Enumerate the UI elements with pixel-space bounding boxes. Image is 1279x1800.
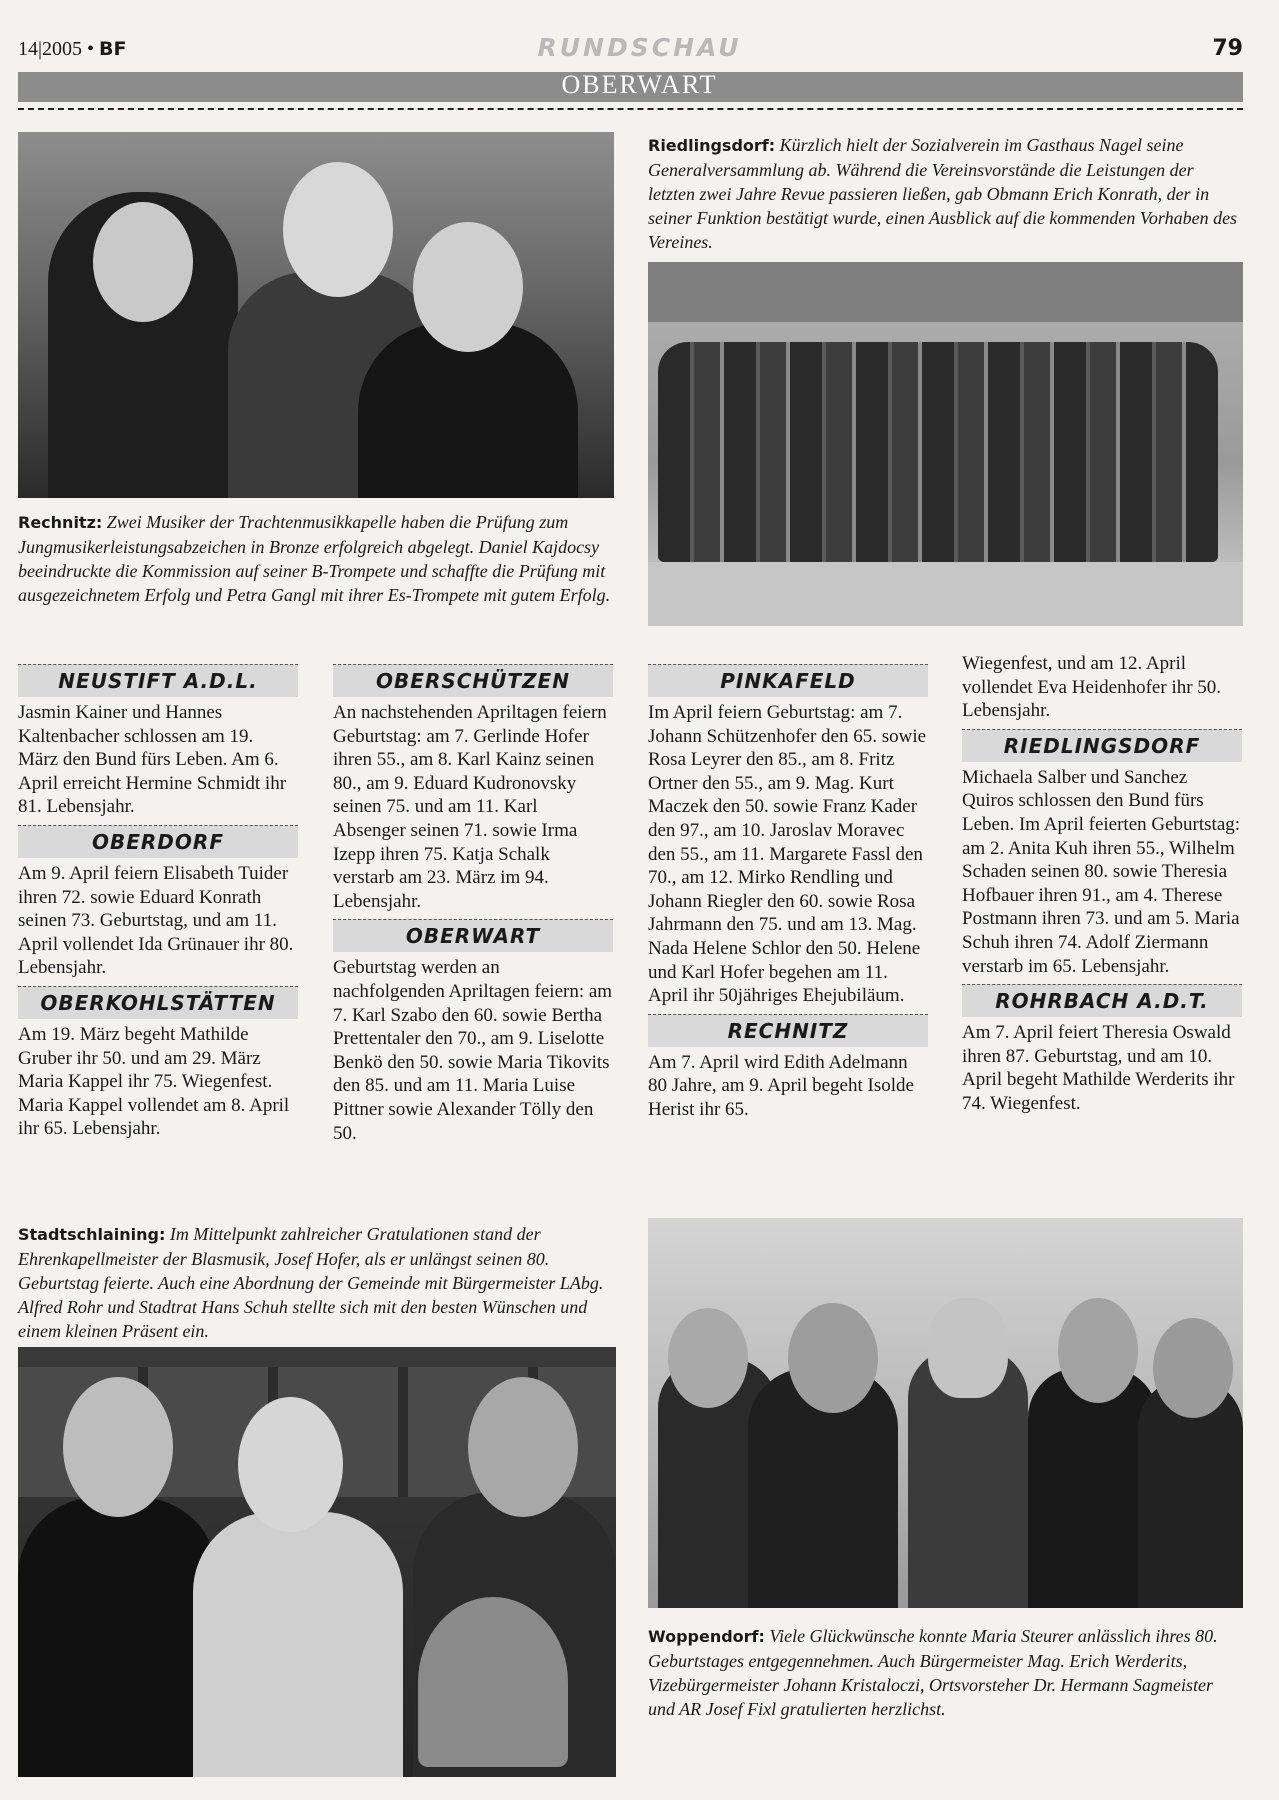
section-body-rohrbach: Am 7. April feiert Theresia Oswald ihren 87. Geburtstag, und am 10. April begeht Mathilde Werderits ihr 74. Wiegenfest. bbox=[962, 1022, 1235, 1114]
section-heading-riedlingsdorf: RIEDLINGSDORF bbox=[962, 729, 1242, 762]
section-heading-neustift: NEUSTIFT A.D.L. bbox=[18, 664, 298, 697]
caption-text: Kürzlich hielt der Sozialverein im Gasthaus Nagel seine Generalversammlung ab. Während die Vereinsvorstände die Leistungen der letzten zwei Jahre Revue passieren ließen, gab Obmann Erich Konrath, der in seiner Funktion bestätigt wurde, einen Ausblick auf die kommenden Vorhaben des Vereines. bbox=[648, 135, 1238, 252]
caption-woppendorf bbox=[648, 1624, 1243, 1721]
section-body-continued: Wiegenfest, und am 12. April vollendet Eva Heidenhofer ihr 50. Lebensjahr. bbox=[962, 653, 1222, 722]
section-body-riedlingsdorf: Michaela Salber und Sanchez Quiros schlossen den Bund fürs Leben. Im April feierten Geburtstag: am 2. Anita Kuh ihren 55., Wilhelm Schaden seinen 80. sowie Theresia Hofbauer ihren 91., am 4. Therese Postmann ihren 73. und am 5. Maria Schuh ihren 74. Adolf Ziermann verstarb im 65. Lebensjahr. bbox=[962, 766, 1241, 977]
section-heading-oberdorf: OBERDORF bbox=[18, 825, 298, 858]
photo-rechnitz-musicians bbox=[18, 132, 614, 498]
section-title: RUNDSCHAU bbox=[537, 33, 742, 62]
section-heading-rohrbach: ROHRBACH A.D.T. bbox=[962, 984, 1242, 1017]
header-divider bbox=[18, 108, 1243, 110]
photo-stadtschlaining-birthday bbox=[18, 1347, 616, 1777]
issue-info: 14|2005 • BF bbox=[18, 38, 127, 60]
publication-name: BF bbox=[99, 38, 127, 60]
region-title: OBERWART bbox=[561, 70, 718, 99]
section-body-oberdorf: Am 9. April feiern Elisabeth Tuider ihren 72. sowie Eduard Konrath seinen 73. Geburtstag, und am 11. April vollendet Ida Grünauer ihr 80. Lebensjahr. bbox=[18, 862, 294, 979]
caption-place: Rechnitz: bbox=[18, 513, 103, 532]
section-heading-oberwart: OBERWART bbox=[333, 919, 613, 952]
caption-text: Viele Glückwünsche konnte Maria Steurer anlässlich ihres 80. Geburtstages entgegennehmen. Auch Bürgermeister Mag. Erich Werderits, Vizebürgermeister Johann Kristaloczi, Ortsvorsteher Dr. Hermann Sagmeister und AR Josef Fixl gratulierten herzlichst. bbox=[648, 1626, 1218, 1719]
section-body-oberwart: Geburtstag werden an nachfolgenden Apriltagen feiern: am 7. Karl Szabo den 60. sowie Bertha Prettentaler den 70., am 9. Liselotte Benkö den 50. sowie Maria Tikovits den 85. und am 11. Maria Luise Pittner sowie Alexander Tölly den 50. bbox=[333, 957, 613, 1144]
column-4 bbox=[962, 652, 1242, 1122]
section-heading-rechnitz: RECHNITZ bbox=[648, 1014, 928, 1047]
photo-woppendorf-birthday bbox=[648, 1218, 1243, 1608]
caption-place: Stadtschlaining: bbox=[18, 1225, 166, 1244]
caption-place: Riedlingsdorf: bbox=[648, 136, 776, 155]
section-body-oberkohlstaetten: Am 19. März begeht Mathilde Gruber ihr 50. und am 29. März Maria Kappel ihr 75. Wiegenfest. Maria Kappel vollendet am 8. April ihr 65. Lebensjahr. bbox=[18, 1023, 290, 1140]
caption-rechnitz bbox=[18, 510, 614, 607]
issue-number: 14|2005 bbox=[18, 38, 83, 60]
column-1 bbox=[18, 664, 298, 1147]
section-body-neustift: Jasmin Kainer und Hannes Kaltenbacher schlossen am 19. März den Bund fürs Leben. Am 6. April erreicht Hermine Schmidt ihr 81. Lebensjahr. bbox=[18, 702, 287, 818]
photo-riedlingsdorf-group bbox=[648, 262, 1243, 626]
column-3 bbox=[648, 664, 928, 1128]
column-2 bbox=[333, 664, 613, 1151]
section-heading-oberkohlstaetten: OBERKOHLSTÄTTEN bbox=[18, 986, 298, 1019]
section-body-pinkafeld: Im April feiern Geburtstag: am 7. Johann Schützenhofer den 65. sowie Rosa Leyrer den 85., am 8. Fritz Ortner den 55., am 9. Mag. Kurt Maczek den 50. sowie Franz Kader den 97., am 10. Jaroslav Moravec den 55., am 11. Margarete Fassl den 70., am 12. Mirko Rendling und Johann Riegler den 60. sowie Rosa Jahrmann den 75. und am 13. Mag. Nada Helene Schlor den 50. Helene und Karl Hofer begehen am 11. April ihr 50jähriges Ehejubiläum. bbox=[648, 702, 927, 1007]
section-body-oberschuetzen: An nachstehenden Apriltagen feiern Geburtstag: am 7. Gerlinde Hofer ihren 55., am 8. Karl Kainz seinen 80., am 9. Eduard Kudronovsky seinen 75. und am 11. Karl Absenger seinen 71. sowie Irma Izepp ihren 75. Katja Schalk verstarb am 23. März im 94. Lebensjahr. bbox=[333, 702, 607, 912]
page-number: 79 bbox=[1212, 36, 1243, 61]
caption-place: Woppendorf: bbox=[648, 1627, 765, 1646]
caption-text: Zwei Musiker der Trachtenmusikkapelle haben die Prüfung zum Jungmusikerleistungsabzeichen in Bronze erfolgreich abgelegt. Daniel Kajdocsy beeindruckte die Kommission auf seiner B-Trompete und schaffte die Prüfung mit ausgezeichnetem Erfolg und Petra Gangl mit ihrer Es-Trompete mit gutem Erfolg. bbox=[18, 512, 611, 605]
caption-stadtschlaining bbox=[18, 1222, 618, 1343]
caption-text: Im Mittelpunkt zahlreicher Gratulationen stand der Ehrenkapellmeister der Blasmusik, Josef Hofer, als er unlängst seinen 80. Geburtstag feierte. Auch eine Abordnung der Gemeinde mit Bürgermeister LAbg. Alfred Rohr und Stadtrat Hans Schuh stellte sich mit den besten Wünschen und einem kleinen Präsent ein. bbox=[18, 1224, 604, 1341]
section-body-rechnitz: Am 7. April wird Edith Adelmann 80 Jahre, am 9. April begeht Isolde Herist ihr 65. bbox=[648, 1051, 914, 1120]
section-heading-oberschuetzen: OBERSCHÜTZEN bbox=[333, 664, 613, 697]
section-heading-pinkafeld: PINKAFELD bbox=[648, 664, 928, 697]
caption-riedlingsdorf bbox=[648, 133, 1243, 254]
